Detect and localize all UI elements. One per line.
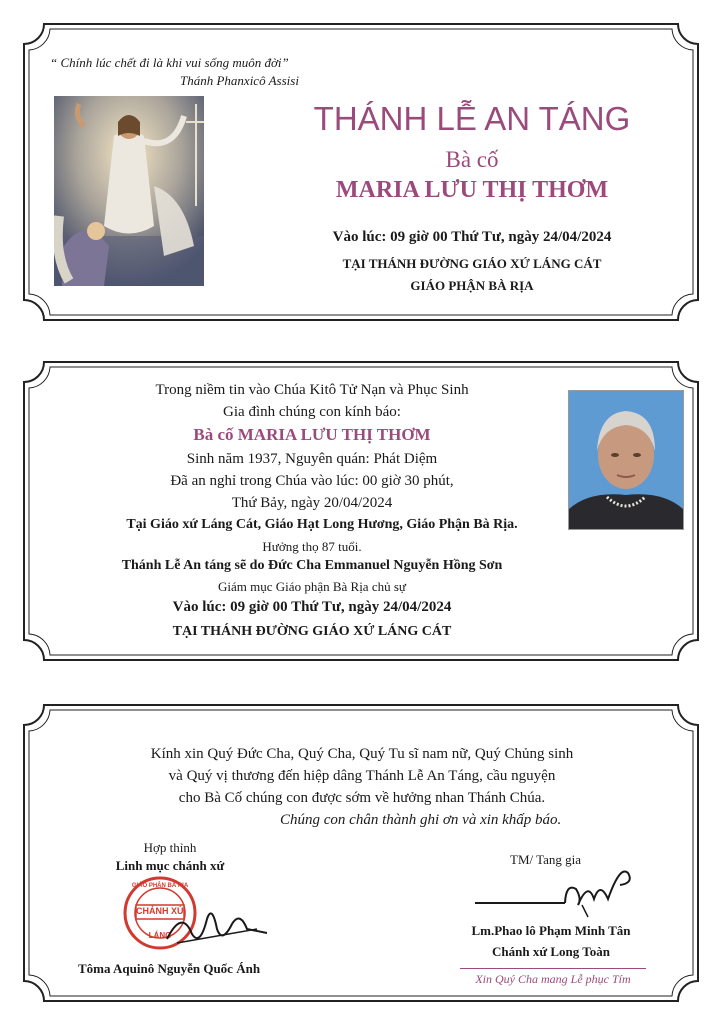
- right-heading: TM/ Tang gia: [510, 852, 582, 867]
- left-title: Linh mục chánh xứ: [115, 858, 225, 873]
- family-line: Gia đình chúng con kính báo:: [223, 404, 401, 420]
- death-date: Thứ Bảy, ngày 20/04/2024: [231, 495, 393, 511]
- celebrant-role: Giám mục Giáo phận Bà Rịa chủ sự: [218, 579, 406, 594]
- birth-info: Sinh năm 1937, Nguyên quán: Phát Diệm: [186, 451, 438, 467]
- faith-line: Trong niềm tin vào Chúa Kitô Tử Nạn và Phục Sinh: [155, 382, 469, 398]
- invitation-line-2: và Quý vị thương đến hiệp dâng Thánh Lễ An Táng, cầu nguyện: [168, 768, 556, 784]
- quote: “ Chính lúc chết đi là khi vui sống muôn đời”: [50, 55, 289, 70]
- mass-time: Vào lúc: 09 giờ 00 Thứ Tư, ngày 24/04/2024: [172, 599, 452, 615]
- left-name: Tôma Aquinô Nguyễn Quốc Ánh: [78, 961, 261, 976]
- deceased-portrait: [568, 390, 684, 530]
- left-signature: [162, 899, 272, 949]
- risen-christ-image: [54, 96, 204, 286]
- quote-author: Thánh Phanxicô Assisi: [180, 73, 299, 88]
- diocese: GIÁO PHẬN BÀ RỊA: [410, 278, 534, 293]
- announcement-card-title: [22, 22, 700, 322]
- honorific: Bà cố: [445, 147, 499, 172]
- main-title: THÁNH LỄ AN TÁNG: [313, 100, 631, 137]
- celebrant: Thánh Lễ An táng sẽ do Đức Cha Emmanuel Nguyễn Hồng Sơn: [121, 558, 503, 573]
- parish-info: Tại Giáo xứ Láng Cát, Giáo Hạt Long Hương, Giáo Phận Bà Rịa.: [126, 517, 518, 532]
- stamp-bottom-text: LÁNG: [148, 931, 172, 940]
- mass-place: TẠI THÁNH ĐƯỜNG GIÁO XỨ LÁNG CÁT: [172, 624, 452, 639]
- announcement-card-invitation: [22, 703, 700, 1003]
- mass-place: TẠI THÁNH ĐƯỜNG GIÁO XỨ LÁNG CÁT: [342, 256, 602, 271]
- stamp-middle-text: CHÁNH XỨ: [136, 906, 185, 916]
- right-role: Chánh xứ Long Toàn: [491, 944, 610, 959]
- stamp-top-text: GIÁO PHẬN BÀ RỊA: [131, 883, 189, 889]
- note-divider: [460, 968, 646, 969]
- deceased-name: MARIA LƯU THỊ THƠM: [335, 177, 609, 203]
- announcement-card-details: [22, 360, 700, 662]
- mass-time: Vào lúc: 09 giờ 00 Thứ Tư, ngày 24/04/2024: [332, 229, 612, 245]
- right-name: Lm.Phao lô Phạm Minh Tân: [471, 923, 631, 938]
- invitation-line-1: Kính xin Quý Đức Cha, Quý Cha, Quý Tu sĩ nam nữ, Quý Chủng sinh: [150, 746, 574, 762]
- thanks-line: Chúng con chân thành ghi ơn và xin khấp báo.: [280, 812, 562, 828]
- death-info: Đã an nghỉ trong Chúa vào lúc: 00 giờ 30 phút,: [170, 473, 454, 489]
- left-heading: Hợp thỉnh: [143, 840, 197, 855]
- vestment-note: Xin Quý Cha mang Lễ phục Tím: [475, 972, 631, 986]
- invitation-line-3: cho Bà Cố chúng con được sớm về hưởng nhan Thánh Chúa.: [178, 790, 546, 806]
- age-info: Hưởng thọ 87 tuổi.: [262, 539, 362, 554]
- deceased-name: Bà cố MARIA LƯU THỊ THƠM: [193, 425, 431, 444]
- right-signature: [470, 859, 640, 919]
